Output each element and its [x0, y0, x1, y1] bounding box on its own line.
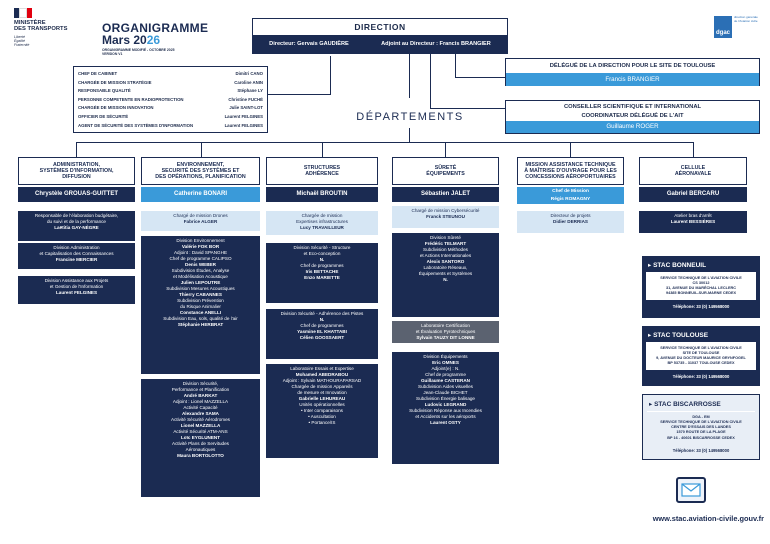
site-address-line: 31, AVENUE DU MARÉCHAL LECLERC: [666, 286, 736, 291]
site-title: ▸ STAC TOULOUSE: [648, 332, 709, 339]
section-line: Subdivision Énergie balisage: [416, 395, 475, 401]
staff-row: [78, 96, 263, 105]
section-line: et Eco-conception: [303, 250, 341, 256]
department-header-line: CONCESSIONS AÉROPORTUAIRES: [525, 174, 616, 181]
section-line: Alexandre SAMA: [181, 410, 219, 416]
section-line: Eric OMNES: [432, 359, 459, 365]
connector-scientific: [430, 52, 431, 108]
section-line: Chef de programme CALIPSO: [169, 255, 232, 261]
section-line: Chargé de mission Cybersécurité: [411, 208, 480, 213]
site-address-line: CS 30012: [692, 281, 710, 286]
section-line: Directeur de projets: [550, 213, 591, 218]
toulouse-delegate-box: [505, 58, 760, 86]
department-section: [392, 233, 499, 317]
section-line: Division Sécurité - Structure: [293, 245, 351, 250]
department-section: [392, 321, 499, 343]
staff-role: AGENT DE SÉCURITÉ DES SYSTÈMES D'INFORMATION: [78, 122, 194, 128]
dgac-mark-icon: dgac: [714, 16, 732, 38]
department-section: [18, 243, 135, 269]
mail-icon: [676, 477, 706, 503]
department-header-line: SYSTÈMES D'INFORMATION,: [39, 167, 114, 174]
site-arrow-icon: ▸: [648, 262, 654, 269]
section-line: Division Sûreté: [430, 235, 461, 240]
department-header-line: AÉRONAVALE: [674, 171, 712, 177]
section-line: • Portance/IS: [308, 419, 336, 425]
department-header: [639, 157, 747, 185]
section-line: Responsable de l'élaboration budgétaire,: [34, 213, 119, 218]
site-arrow-icon: ▸: [649, 401, 655, 408]
section-line: Valérie FOK BOR: [181, 243, 220, 249]
section-line: Performance et Planification: [171, 386, 230, 392]
section-line: Lucy TRAVAILLEUR: [300, 224, 344, 230]
connector-dept-2: [201, 142, 202, 157]
department-header-line: DIFFUSION: [62, 174, 91, 181]
staff-role: PERSONNE COMPETENTE EN RADIOPROTECTION: [78, 96, 184, 102]
connector-scientific-h: [430, 108, 505, 109]
motto-egalite: Égalité: [14, 39, 25, 44]
section-line: Laurent BESSIÈRES: [670, 218, 716, 224]
section-line: Francine MERCIER: [55, 256, 98, 262]
department-header-line: SÛRETÉ: [434, 164, 457, 171]
department-section: [141, 379, 260, 497]
section-line: • Inter comparaisons: [301, 407, 343, 413]
section-line: Laurent OSTY: [430, 419, 461, 425]
connector-dept-1: [76, 142, 77, 157]
toulouse-delegate-name: Francis BRANGIER: [506, 73, 759, 86]
department-chief: Michaël BROUTIN: [266, 187, 378, 202]
dgac-subtitle: direction générale de l'Aviation civile: [734, 15, 758, 23]
site-title: ▸ STAC BONNEUIL: [648, 262, 707, 269]
departments-title: DÉPARTEMENTS: [356, 111, 464, 123]
section-line: Guillaume CASTERAN: [420, 377, 470, 383]
site-address-line: SERVICE TECHNIQUE DE L'AVIATION CIVILE: [660, 346, 742, 350]
department-header-line: À MAÎTRISE D'OUVRAGE POUR LES: [524, 167, 617, 174]
staff-list: [78, 70, 263, 130]
section-line: Chef de programme: [425, 371, 466, 377]
section-line: et Gestion de l'Information: [49, 283, 104, 289]
section-line: Stéphanie HERBRAT: [177, 321, 224, 327]
department-header: [18, 157, 135, 185]
site-address-line: SERVICE TECHNIQUE DE L'AVIATION CIVILE: [660, 420, 742, 425]
connector-dept-6: [693, 142, 694, 157]
department-section: [392, 352, 499, 464]
department-section: [639, 211, 747, 233]
dgac-logo: [714, 16, 760, 44]
department-header-line: ÉQUIPEMENTS: [426, 171, 465, 177]
section-line: Jean-Claude BICHET: [423, 389, 468, 395]
department-section: [266, 243, 378, 303]
department-chief: Sébastien JALET: [392, 187, 499, 202]
staff-role: CHARGÉE DE MISSION STRATÉGIE: [78, 79, 152, 85]
section-line: Expertises infrastructures: [296, 218, 348, 224]
department-section: [266, 309, 378, 359]
site-address-line: 1570 ROUTE DE LA PLAGE: [676, 430, 726, 435]
scientific-advisor-box: [505, 100, 760, 134]
page-title: ORGANIGRAMME: [102, 21, 209, 35]
section-line: Subdivision Études, Analyse: [171, 267, 230, 273]
chief-name: Régis ROMAGNY: [550, 197, 591, 202]
site-address-line: BP 53735 - 31037 TOULOUSE CEDEX: [667, 361, 735, 366]
version-note-2: VERSION V1: [102, 51, 123, 56]
section-line: Maura BORTOLOTTO: [177, 452, 224, 458]
section-line: Iris BETTACHE: [305, 268, 339, 274]
department-header-line: ADMINISTRATION,: [53, 161, 100, 168]
section-line: et Évaluation Pyrotechniques: [415, 328, 476, 334]
section-line: Yasmine EL KHATTABI: [297, 328, 347, 334]
site-address-line: CENTRE D'ESSAIS DES LANDES: [671, 425, 731, 430]
staff-role: CHARGÉE DE MISSION INNOVATION: [78, 105, 154, 111]
marianne-icon: [14, 8, 32, 18]
section-line: • Auscultation: [308, 413, 336, 419]
department-section: [517, 211, 624, 233]
section-line: Chargée de mission: [301, 213, 343, 218]
section-line: de mesure et Innovation: [297, 389, 347, 395]
section-line: Laëtitia GAY-NÈGRE: [54, 224, 99, 230]
section-line: Adjoint : Sylvain MATHOURAPARSAD: [282, 377, 362, 383]
deputy-director-name: Adjoint au Directeur : Francis BRANGIER: [381, 41, 491, 47]
department-section: [18, 211, 135, 241]
section-line: Constance ANELLI: [179, 309, 222, 315]
connector-departments-v: [409, 128, 410, 142]
section-line: Division Équipements: [423, 354, 468, 359]
connector-dept-3: [322, 142, 323, 157]
section-line: Subdivision Réponse aux Incendies: [409, 407, 482, 413]
site-address: [646, 342, 756, 370]
section-line: Adjoint(e) : N.: [431, 365, 460, 371]
direction-people: [253, 35, 507, 53]
site-address-line: 9, AVENUE DU DOCTEUR MAURICE GRYNFOGEL: [656, 356, 746, 361]
section-line: du suivi et de la performance: [47, 218, 106, 224]
section-line: Chef de programmes: [300, 322, 344, 328]
department-chief: Catherine BONARI: [141, 187, 260, 202]
site-phone: Téléphone: 33 (0) 149568000: [672, 303, 730, 309]
site-arrow-icon: ▸: [648, 332, 654, 339]
motto-liberte: Liberté: [14, 34, 25, 39]
department-header: [266, 157, 378, 185]
section-line: Activité Sécurité Aérodromes: [171, 416, 230, 422]
department-header: [392, 157, 499, 185]
department-section: [141, 236, 260, 374]
director-name: Directeur: Gervais GAUDIÈRE: [269, 41, 349, 47]
site-address: [646, 272, 756, 300]
section-line: Sylvain TAUZY DIT LONNE: [416, 334, 475, 340]
section-line: Activité Plans de Servitudes: [172, 440, 229, 446]
department-section: [141, 211, 260, 231]
department-header-line: SECURITÉ DES SYSTÈMES ET: [161, 167, 240, 174]
connector-dept-4: [445, 142, 446, 157]
chief-role: Chef de Mission: [552, 189, 589, 194]
site-address-line: BP 16 - 40601 BISCARROSSE CEDEX: [667, 435, 735, 440]
site-title: ▸ STAC BISCARROSSE: [649, 401, 721, 408]
department-header-line: DES OPÉRATIONS, PLANIFICATION: [155, 174, 246, 181]
section-line: Adjoint : Lionel MAZZELLA: [172, 398, 229, 404]
department-chief: [517, 187, 624, 204]
site-address-line: 94385 BONNEUIL-SUR-MARNE CEDEX: [665, 291, 737, 296]
site-phone: Téléphone: 33 (0) 149568000: [672, 447, 730, 453]
department-header-line: ENVIRONNEMENT,: [176, 161, 225, 168]
section-line: N.: [319, 316, 325, 322]
section-line: Activité Capacité: [183, 404, 218, 410]
scientific-advisor-title-2: COORDINATEUR DÉLÉGUÉ DE L'AIT: [581, 113, 684, 119]
section-line: Julien LEPOUTRE: [180, 279, 221, 285]
staff-role: RESPONSABLE QUALITÉ: [78, 88, 131, 94]
section-line: Frédéric TELMART: [424, 240, 467, 246]
motto-fraternite: Fraternité: [14, 43, 30, 48]
department-header-line: ADHÉRENCE: [305, 171, 339, 177]
department-section: [266, 211, 378, 235]
staff-row: [78, 70, 263, 79]
staff-row: [78, 113, 263, 122]
site-phone: Téléphone: 33 (0) 149568000: [672, 373, 730, 379]
ministry-name-line1: MINISTÈRE: [14, 20, 46, 26]
section-line: et Actions Internationales: [419, 252, 472, 258]
republic-logo: [14, 8, 84, 48]
site-address-line: SITE DE TOULOUSE: [682, 351, 720, 356]
direction-title: DIRECTION: [354, 22, 406, 32]
section-line: et Accidents sur les aéroports: [415, 413, 476, 419]
section-line: Laboratoire Réseaux,: [423, 264, 468, 270]
section-line: Denis WEBER: [185, 261, 216, 267]
section-line: Activité Sécurité ATM-ANS: [173, 428, 228, 434]
page-title-block: [102, 22, 242, 56]
section-line: N.: [443, 276, 448, 282]
connector-delegate: [455, 52, 456, 78]
department-section: [266, 364, 378, 458]
staff-name: Stéphane LY: [237, 88, 263, 94]
department-header: [141, 157, 260, 185]
section-line: Célien GOOSSAERT: [299, 334, 345, 340]
section-line: Laurent FELGINES: [55, 289, 98, 295]
staff-role: CHEF DE CABINET: [78, 71, 118, 76]
department-header-line: MISSION ASSISTANCE TECHNIQUE: [525, 161, 616, 168]
section-line: Fabrice ALGER: [183, 218, 218, 224]
department-header: [517, 157, 624, 185]
section-line: Subdivision Méthodes: [423, 246, 468, 252]
section-line: N.: [319, 256, 325, 262]
section-line: Adjoint : David SPANGHE: [173, 249, 228, 255]
department-header-line: CELLULE: [680, 164, 706, 171]
staff-box: [73, 66, 268, 133]
staff-row: [78, 122, 263, 131]
section-line: et Capitalisation des Connaissances: [39, 250, 114, 256]
staff-row: [78, 79, 263, 88]
section-line: Aéronautiques: [185, 446, 216, 452]
site-card: [642, 256, 760, 318]
section-line: Unités opérationnelles: [299, 401, 345, 407]
staff-role: OFFICIER DE SÉCURITÉ: [78, 113, 129, 119]
section-line: Subdivision Mesures Acoustiques: [166, 285, 235, 291]
section-line: Didier DERRIAS: [553, 218, 588, 224]
staff-name: Caroline ANIN: [234, 79, 263, 85]
section-line: Division Environnement: [176, 238, 225, 243]
section-line: Lionel MAZZELLA: [180, 422, 221, 428]
section-line: Équipements et Systèmes: [418, 270, 473, 276]
staff-name: Christine FUCHÉ: [228, 96, 263, 102]
section-line: et Modélisation Acoustique: [173, 273, 228, 279]
connector-departments-h: [76, 142, 694, 143]
department-section: [18, 276, 135, 304]
section-line: Franck STEUNOU: [426, 213, 465, 219]
version-note-1: ORGANIGRAMME MODIFIÉ - OCTOBRE 2025: [102, 47, 175, 52]
section-line: Chargée de mission Appareils: [291, 383, 353, 389]
staff-row: [78, 104, 263, 113]
section-line: Alexis SANTORO: [426, 258, 465, 264]
section-line: Division Sécurité - Adhérence des Pistes: [280, 311, 364, 316]
department-header-line: STRUCTURES: [303, 164, 341, 171]
connector-dept-5: [570, 142, 571, 157]
staff-name: Julie SAINT-LOT: [229, 105, 263, 111]
section-line: André BARKAT: [183, 392, 218, 398]
department-chief: Chrystèle GROUAS-GUITTET: [18, 187, 135, 202]
section-line: Division Sécurité,: [182, 381, 219, 386]
toulouse-delegate-title: DÉLÉGUÉ DE LA DIRECTION POUR LE SITE DE TOULOUSE: [549, 63, 716, 69]
staff-name: Laurent FELGINES: [224, 122, 263, 128]
site-address-line: SERVICE TECHNIQUE DE L'AVIATION CIVILE: [660, 276, 742, 280]
site-address: [647, 411, 755, 444]
department-section: [392, 206, 499, 228]
scientific-advisor-name: Guillaume ROGER: [506, 121, 759, 133]
connector-staff-h: [268, 94, 331, 95]
direction-box: [252, 18, 508, 54]
section-line: Enzo MARIETTE: [304, 274, 340, 280]
ministry-name-line2: DES TRANSPORTS: [14, 26, 68, 33]
section-line: Subdivision Aides visuelles: [418, 383, 473, 389]
section-line: Division Assistance aux Projets: [44, 278, 109, 283]
staff-row: [78, 87, 263, 96]
section-line: Ludovic LEGRAND: [424, 401, 467, 407]
site-card: [642, 326, 760, 386]
section-line: Laboratoire Essais et Expertise: [290, 366, 354, 371]
site-address-line: DGA - EM: [692, 415, 710, 419]
section-line: Laboratoire Certification: [421, 323, 470, 328]
department-chief: Gabriel BERCARU: [639, 187, 747, 202]
section-line: Gabrielle LEHUREAU: [298, 395, 346, 401]
staff-name: Laurent FELGINES: [224, 113, 263, 119]
connector-delegate-h: [455, 77, 505, 78]
section-line: Atelier bras d'arrêt: [674, 213, 712, 218]
staff-name: Dimitri CANO: [235, 71, 263, 76]
section-line: Thierry CABANNES: [179, 291, 222, 297]
section-line: Subdivision Eau, sols, qualité de l'air: [163, 315, 238, 321]
scientific-advisor-title-1: CONSEILLER SCIENTIFIQUE ET INTERNATIONAL: [563, 104, 702, 110]
connector-staff: [330, 56, 331, 94]
section-line: Chef de programmes: [300, 262, 344, 268]
section-line: Loïc EYGLUNENT: [180, 434, 221, 440]
website-link[interactable]: www.stac.aviation-civile.gouv.fr: [652, 514, 764, 523]
site-card: [642, 394, 760, 460]
section-line: Mohamed ABEDRABOU: [295, 371, 349, 377]
section-line: Division Administration: [53, 245, 100, 250]
section-line: Subdivision Prévention: [177, 297, 224, 303]
connector-direction-down: [409, 54, 410, 98]
section-line: du Risque Animalier: [180, 303, 221, 309]
section-line: Chargé de mission Drones: [173, 213, 228, 218]
page-date: Mars 2026: [102, 33, 161, 47]
